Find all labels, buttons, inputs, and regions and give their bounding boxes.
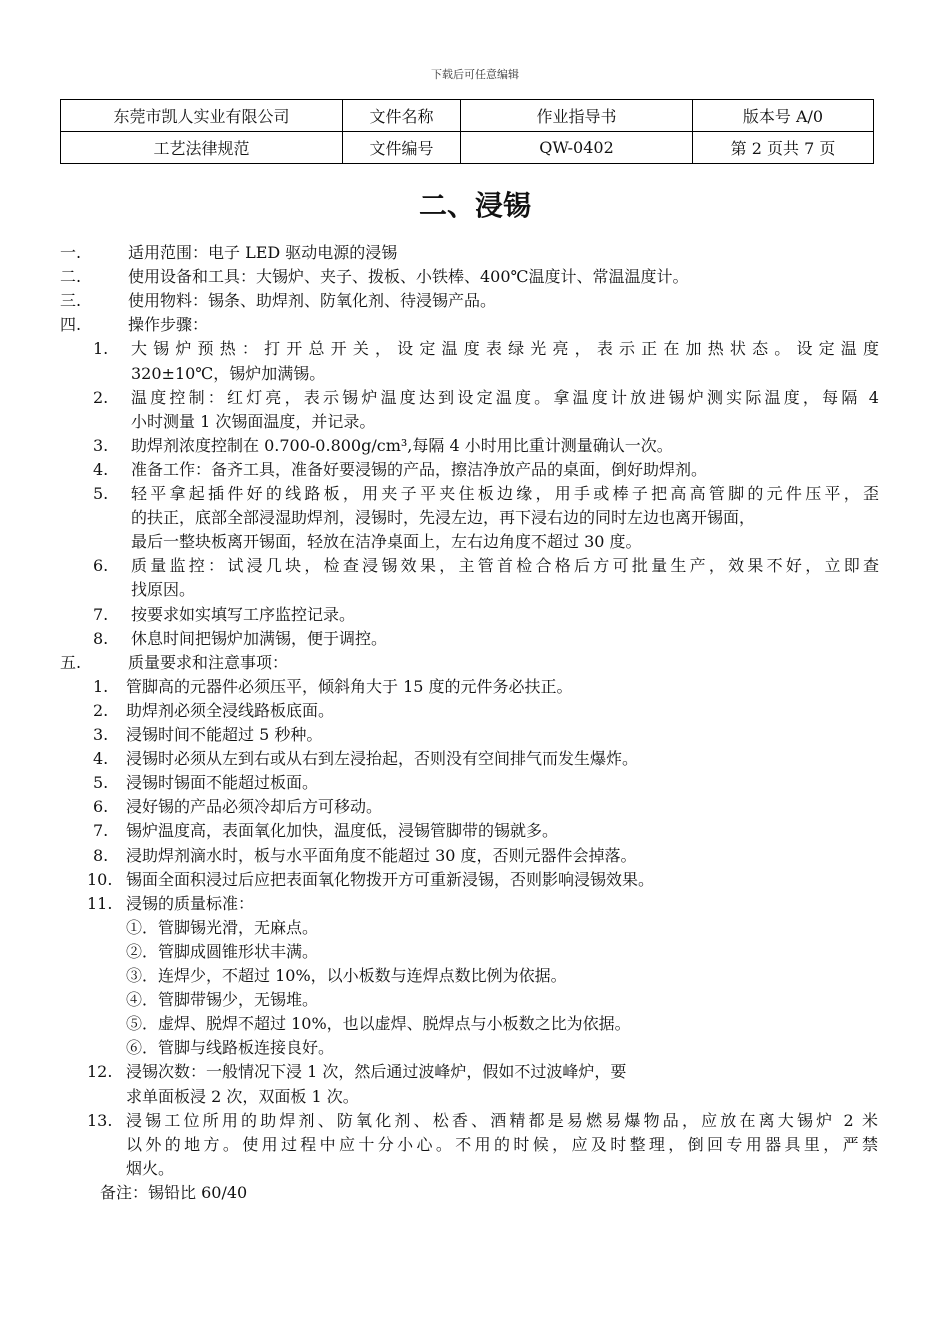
requirement-text: 浸锡时间不能超过 5 秒种。 bbox=[126, 725, 323, 744]
quality-standard-item: ②．管脚成圆锥形状丰满。 bbox=[126, 941, 319, 961]
step-number: 3. bbox=[93, 435, 109, 455]
quality-standard-item: ④．管脚带锡少，无锡堆。 bbox=[126, 990, 319, 1010]
quality-standard-item: ⑤．虚焊、脱焊不超过 10%，也以虚焊、脱焊点与小板数之比为依据。 bbox=[126, 1014, 631, 1034]
requirement-text: 锡炉温度高，表面氧化加快，温度低，浸锡管脚带的锡就多。 bbox=[126, 821, 559, 841]
requirement-text: 浸锡时锡面不能超过板面。 bbox=[126, 773, 319, 793]
requirement-text: 浸锡时必须从左到右或从右到左浸抬起，否则没有空间排气而发生爆炸。 bbox=[126, 749, 639, 769]
section-number: 三. bbox=[60, 291, 82, 311]
file-no: QW-0402 bbox=[461, 132, 693, 164]
remark-note: 备注：锡铅比 60/40 bbox=[100, 1182, 248, 1202]
quality-standard-item: ⑥．管脚与线路板连接良好。 bbox=[126, 1038, 335, 1058]
page-number: 第 2 页共 7 页 bbox=[693, 132, 874, 164]
section-number: 二. bbox=[60, 267, 82, 287]
requirement-number: 3. bbox=[93, 725, 109, 744]
section-text: 适用范围：电子 LED 驱动电源的浸锡 bbox=[128, 243, 398, 262]
requirement-text: 浸锡次数：一般情况下浸 1 次，然后通过波峰炉，假如不过波峰炉，要 bbox=[126, 1062, 627, 1082]
step-text: 准备工作：备齐工具，准备好要浸锡的产品，擦洁净放产品的桌面，倒好助焊剂。 bbox=[131, 459, 708, 479]
step-text: 找原因。 bbox=[131, 580, 196, 600]
section-text: 使用设备和工具：大锡炉、夹子、拨板、小铁棒、400℃温度计、常温温度计。 bbox=[128, 267, 689, 287]
requirement-number: 12. bbox=[87, 1062, 113, 1082]
step-number: 8. bbox=[93, 628, 109, 648]
section-text: 使用物料：锡条、助焊剂、防氧化剂、待浸锡产品。 bbox=[128, 291, 497, 311]
requirement-text: 浸锡工位所用的助焊剂、防氧化剂、松香、酒精都是易燃易爆物品，应放在离大锡炉 2 米 bbox=[126, 1110, 878, 1130]
section-text: 操作步骤： bbox=[128, 315, 209, 335]
requirement-text: 求单面板浸 2 次，双面板 1 次。 bbox=[126, 1086, 359, 1106]
requirement-text: 锡面全面积浸过后应把表面氧化物拨开方可重新浸锡，否则影响浸锡效果。 bbox=[126, 869, 655, 889]
step-text: 的扶正，底部全部浸湿助焊剂，浸锡时，先浸左边，再下浸右边的同时左边也离开锡面， bbox=[131, 508, 756, 528]
requirement-number: 6. bbox=[93, 797, 109, 817]
section-number: 四. bbox=[60, 315, 82, 335]
step-number: 6. bbox=[93, 556, 109, 576]
requirement-number: 11. bbox=[87, 893, 113, 913]
section-text: 质量要求和注意事项： bbox=[128, 652, 289, 672]
requirement-text: 管脚高的元器件必须压平，倾斜角大于 15 度的元件务必扶正。 bbox=[126, 676, 573, 696]
requirement-text: 浸助焊剂滴水时，板与水平面角度不能超过 30 度，否则元器件会掉落。 bbox=[126, 845, 637, 865]
page-title: 二、浸锡 bbox=[418, 189, 531, 222]
step-text: 休息时间把锡炉加满锡，便于调控。 bbox=[131, 628, 388, 648]
requirement-text: 烟火。 bbox=[126, 1158, 175, 1178]
download-note: 下载后可任意编辑 bbox=[431, 68, 519, 81]
step-number: 5. bbox=[93, 484, 109, 503]
requirement-number: 10. bbox=[87, 869, 113, 889]
section-number: 五. bbox=[60, 652, 82, 672]
step-text: 大 锡 炉 预 热 ： 打 开 总 开 关 ， 设 定 温 度 表 绿 光 亮 ， 表 示 正 在 加 热 状 态 。 设 定 温 度 bbox=[131, 339, 879, 359]
requirement-text: 以外的地方。使用过程中应十分小心。不用的时候，应及时整理，倒回专用器具里，严禁 bbox=[126, 1134, 878, 1154]
section-number: 一. bbox=[60, 243, 82, 262]
requirement-number: 13. bbox=[87, 1110, 113, 1130]
requirement-number: 8. bbox=[93, 845, 109, 865]
quality-standard-item: ①．管脚锡光滑，无麻点。 bbox=[126, 917, 319, 937]
file-name: 作业指导书 bbox=[461, 100, 693, 132]
header-row bbox=[61, 132, 874, 164]
requirement-number: 1. bbox=[93, 676, 109, 696]
step-text: 轻平拿起插件好的线路板，用夹子平夹住板边缘，用手或棒子把高高管脚的元件压平，歪 bbox=[131, 484, 879, 503]
file-name-label: 文件名称 bbox=[343, 100, 461, 132]
step-text: 助焊剂浓度控制在 0.700-0.800g/cm³,每隔 4 小时用比重计测量确认一次。 bbox=[131, 435, 673, 455]
requirement-number: 5. bbox=[93, 773, 109, 793]
requirement-text: 浸锡的质量标准： bbox=[126, 893, 255, 913]
step-text: 最后一整块板离开锡面，轻放在洁净桌面上，左右边角度不超过 30 度。 bbox=[131, 532, 642, 552]
step-text: 温度控制：红灯亮，表示锡炉温度达到设定温度。拿温度计放进锡炉测实际温度，每隔 4 bbox=[131, 387, 879, 407]
step-number: 7. bbox=[93, 604, 109, 624]
company-name: 东莞市凯人实业有限公司 bbox=[61, 100, 343, 132]
requirement-number: 4. bbox=[93, 749, 109, 769]
requirement-number: 2. bbox=[93, 700, 109, 720]
step-number: 4. bbox=[93, 459, 109, 479]
file-no-label: 文件编号 bbox=[343, 132, 461, 164]
step-text: 320±10℃，锡炉加满锡。 bbox=[131, 363, 326, 383]
step-text: 小时测量 1 次锡面温度，并记录。 bbox=[131, 411, 376, 431]
step-number: 2. bbox=[93, 387, 109, 407]
step-text: 质量监控：试浸几块，检查浸锡效果，主管首检合格后方可批量生产，效果不好，立即查 bbox=[131, 556, 879, 576]
requirement-text: 助焊剂必须全浸线路板底面。 bbox=[126, 700, 335, 720]
requirement-text: 浸好锡的产品必须冷却后方可移动。 bbox=[126, 797, 383, 817]
category: 工艺法律规范 bbox=[61, 132, 343, 164]
version: 版本号 A/0 bbox=[693, 100, 874, 132]
step-number: 1. bbox=[93, 339, 109, 359]
requirement-number: 7. bbox=[93, 821, 109, 841]
step-text: 按要求如实填写工序监控记录。 bbox=[131, 604, 356, 624]
document-header-table bbox=[60, 99, 874, 164]
quality-standard-item: ③．连焊少，不超过 10%，以小板数与连焊点数比例为依据。 bbox=[126, 966, 567, 985]
header-row bbox=[61, 100, 874, 132]
